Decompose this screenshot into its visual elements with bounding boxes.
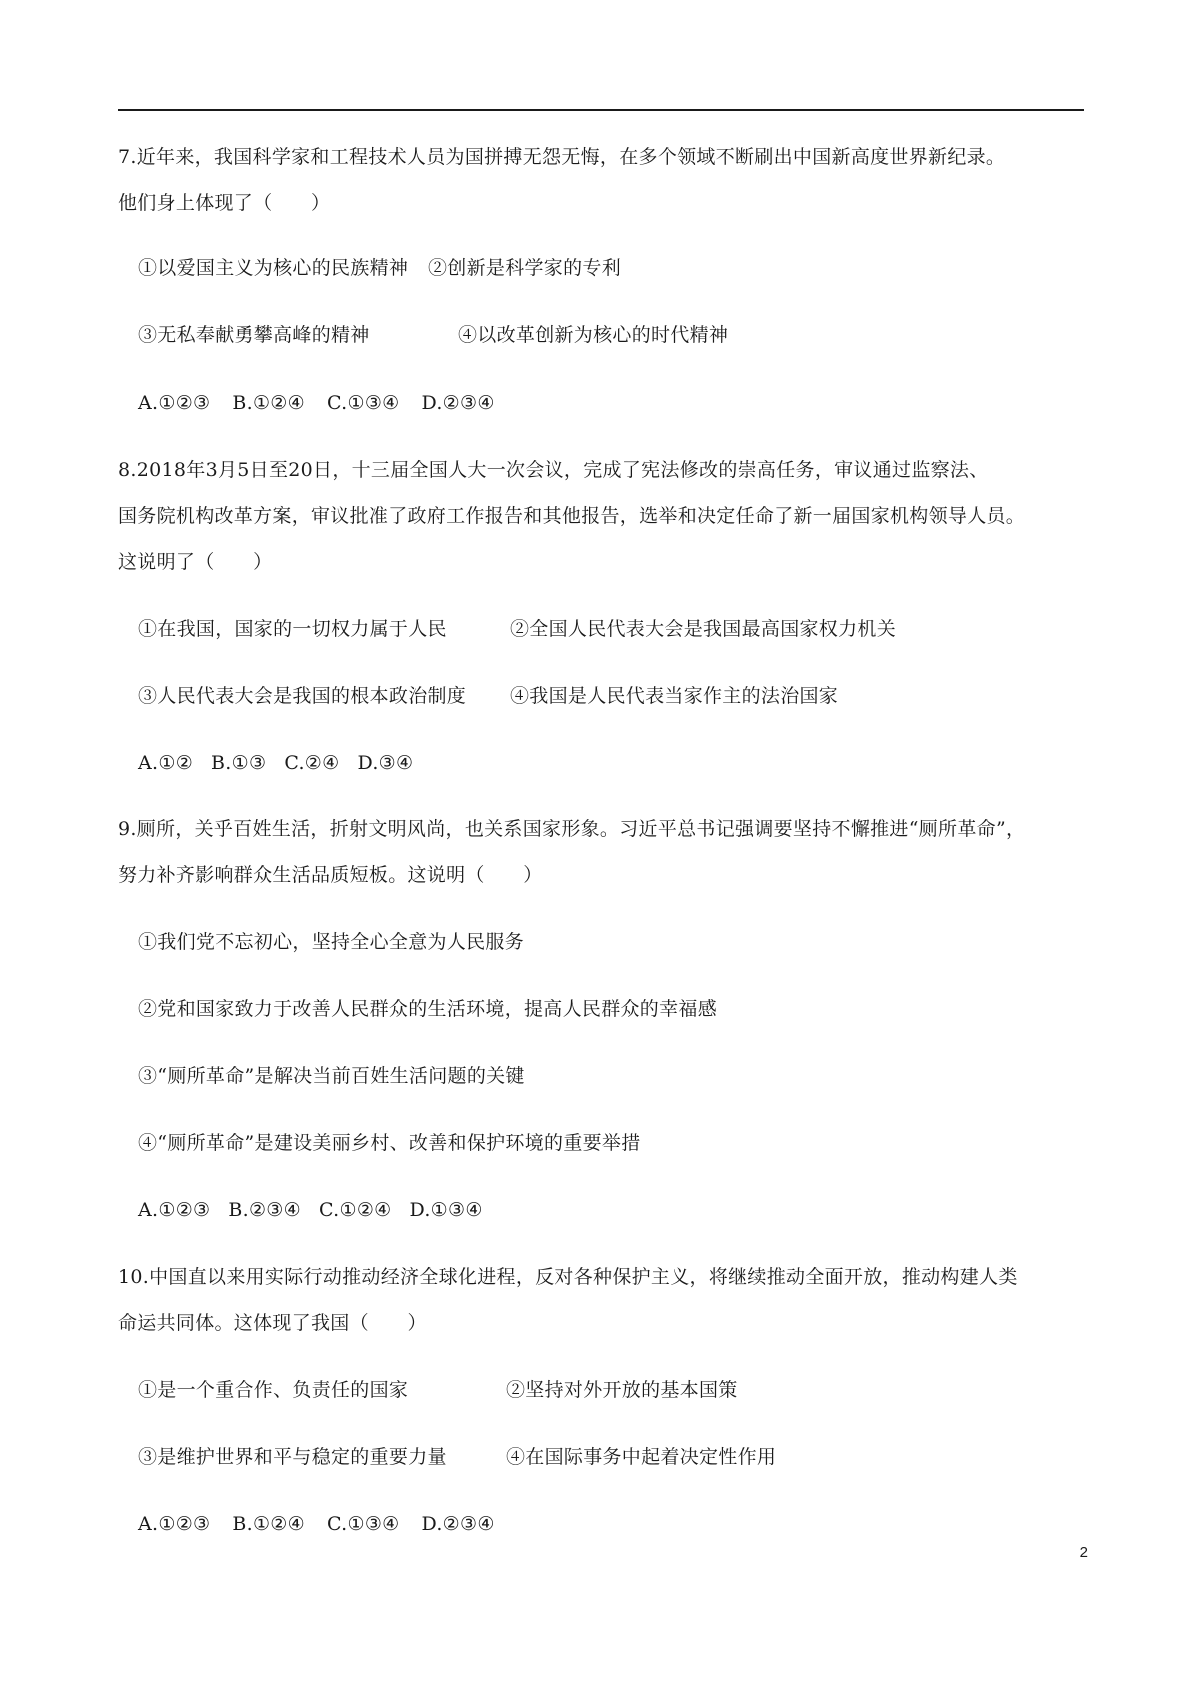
q8-statements-row-2: [138, 683, 838, 709]
q8-statement-2: ②全国人民代表大会是我国最高国家权力机关: [510, 618, 897, 640]
header-rule: [118, 109, 1084, 111]
q9-choice-b: B.②③④: [228, 1199, 301, 1221]
q7-statement-3: ③无私奉献勇攀高峰的精神: [138, 324, 370, 346]
q9-choices: [138, 1197, 483, 1223]
q10-statement-1: ①是一个重合作、负责任的国家: [138, 1379, 409, 1401]
q9-statement-3: ③“厕所革命”是解决当前百姓生活问题的关键: [138, 1065, 525, 1087]
q8-stem-line-3: 这说明了（ ）: [118, 551, 273, 573]
q7-choice-a: A.①②③: [138, 392, 211, 414]
q9-choice-c: C.①②④: [318, 1199, 392, 1221]
q9-stem-line-1: 9.厕所，关乎百姓生活，折射文明风尚，也关系国家形象。习近平总书记强调要坚持不懈推进“厕所革命”，: [118, 818, 1026, 840]
q7-choice-b: B.①②④: [232, 392, 305, 414]
q10-stem-line-1: 10.中国直以来用实际行动推动经济全球化进程，反对各种保护主义，将继续推动全面开放，推动构建人类: [118, 1266, 1018, 1288]
q8-choice-c: C.②④: [284, 752, 340, 774]
q10-choice-d: D.②③④: [421, 1513, 495, 1535]
q10-choice-b: B.①②④: [232, 1513, 305, 1535]
q9-statement-2: ②党和国家致力于改善人民群众的生活环境，提高人民群众的幸福感: [138, 998, 718, 1020]
q10-stem-line-2: 命运共同体。这体现了我国（ ）: [118, 1312, 427, 1334]
q7-statements-row-2: [138, 322, 728, 348]
q7-choice-c: C.①③④: [326, 392, 400, 414]
q9-statement-4: ④“厕所革命”是建设美丽乡村、改善和保护环境的重要举措: [138, 1132, 641, 1154]
q10-statements-row-1: [138, 1377, 738, 1403]
q10-choice-c: C.①③④: [326, 1513, 400, 1535]
q10-statement-3: ③是维护世界和平与稳定的重要力量: [138, 1446, 447, 1468]
page-number: 2: [1079, 1544, 1088, 1561]
q10-statement-2: ②坚持对外开放的基本国策: [506, 1379, 738, 1401]
q9-stem-line-2: 努力补齐影响群众生活品质短板。这说明（ ）: [118, 864, 543, 886]
q7-statement-1: ①以爱国主义为核心的民族精神: [138, 257, 409, 279]
q10-choice-a: A.①②③: [138, 1513, 211, 1535]
q8-statements-row-1: [138, 616, 896, 642]
q8-statement-3: ③人民代表大会是我国的根本政治制度: [138, 685, 467, 707]
q7-choice-d: D.②③④: [421, 392, 495, 414]
q9-statement-1: ①我们党不忘初心，坚持全心全意为人民服务: [138, 931, 525, 953]
q10-choices: [138, 1511, 495, 1537]
q8-choice-b: B.①③: [211, 752, 267, 774]
q7-statements-row-1: [138, 255, 621, 281]
q8-choice-d: D.③④: [357, 752, 414, 774]
q9-choice-a: A.①②③: [138, 1199, 211, 1221]
q7-stem-line-2: 他们身上体现了（ ）: [118, 192, 331, 214]
q8-statement-4: ④我国是人民代表当家作主的法治国家: [510, 685, 839, 707]
q8-stem-line-2: 国务院机构改革方案，审议批准了政府工作报告和其他报告，选举和决定任命了新一届国家机构领导人员。: [118, 505, 1026, 527]
q10-statement-4: ④在国际事务中起着决定性作用: [506, 1446, 777, 1468]
q8-choices: [138, 750, 413, 776]
q8-statement-1: ①在我国，国家的一切权力属于人民: [138, 618, 447, 640]
q10-statements-row-2: [138, 1444, 776, 1470]
q7-choices: [138, 390, 495, 416]
q7-statement-4: ④以改革创新为核心的时代精神: [458, 324, 729, 346]
q7-statement-2: ②创新是科学家的专利: [428, 257, 622, 279]
q8-choice-a: A.①②: [138, 752, 194, 774]
q7-stem-line-1: 7.近年来，我国科学家和工程技术人员为国拼搏无怨无悔，在多个领域不断刷出中国新高度世界新纪录。: [118, 146, 1006, 168]
q9-choice-d: D.①③④: [409, 1199, 483, 1221]
q8-stem-line-1: 8.2018年3月5日至20日，十三届全国人大一次会议，完成了宪法修改的崇高任务，审议通过监察法、: [118, 459, 989, 481]
